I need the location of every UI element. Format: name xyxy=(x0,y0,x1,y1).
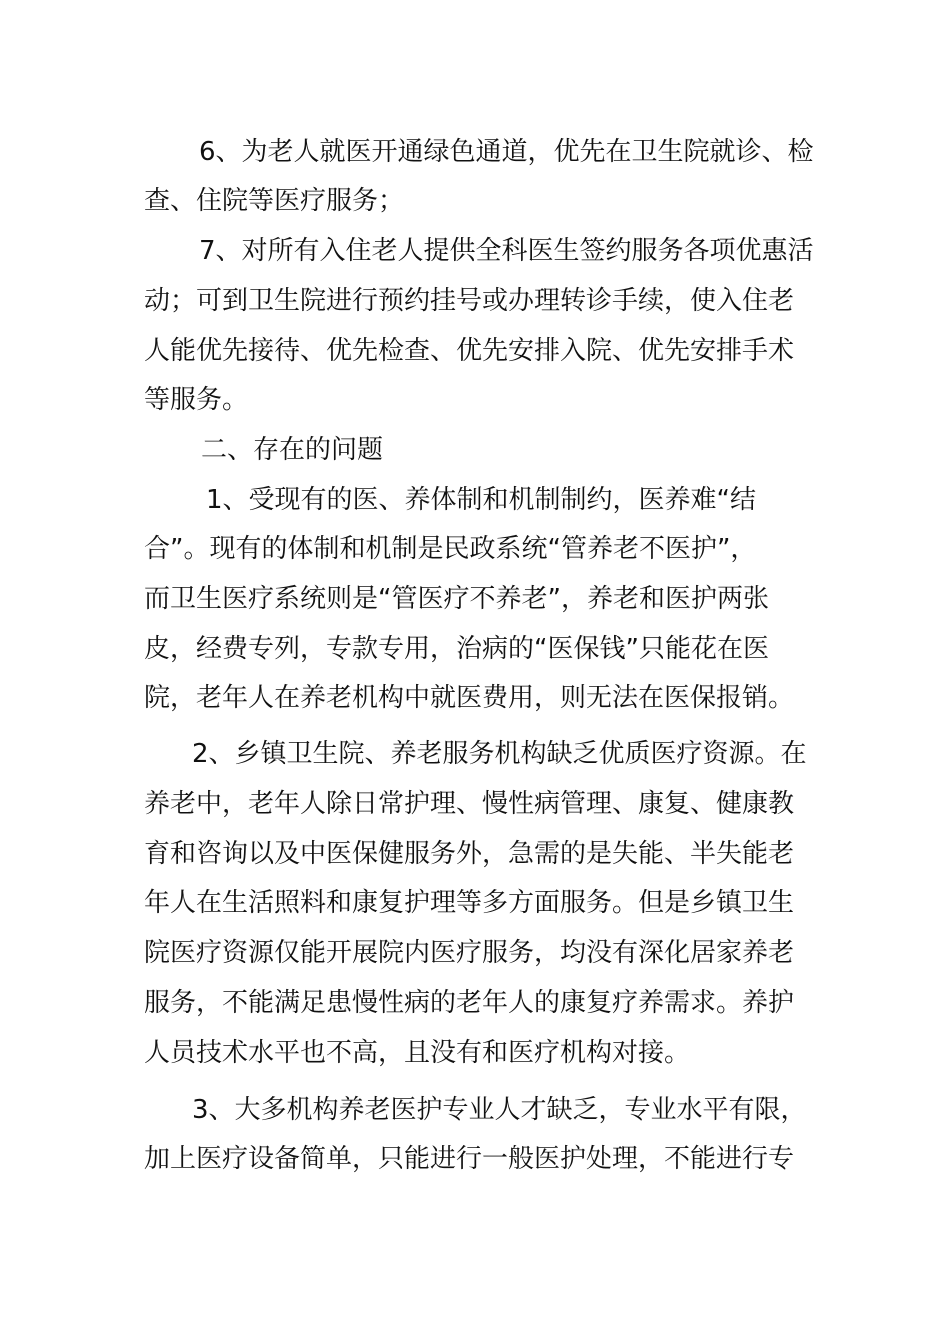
text-line: 育和咨询以及中医保健服务外，急需的是失能、半失能老 xyxy=(144,839,795,869)
section-heading: 二、存在的问题 xyxy=(201,435,384,465)
text-line: 院，老年人在养老机构中就医费用，则无法在医保报销。 xyxy=(144,683,795,713)
text-line: 人员技术水平也不高，且没有和医疗机构对接。 xyxy=(144,1038,691,1068)
text-line: 人能优先接待、优先检查、优先安排入院、优先安排手术 xyxy=(144,336,795,366)
text-line: 7、对所有入住老人提供全科医生签约服务各项优惠活 xyxy=(199,236,814,266)
text-line: 等服务。 xyxy=(144,385,249,415)
text-line: 皮，经费专列，专款专用，治病的“医保钱”只能花在医 xyxy=(144,634,769,664)
text-line: 而卫生医疗系统则是“管医疗不养老”，养老和医护两张 xyxy=(144,584,769,614)
text-line: 动；可到卫生院进行预约挂号或办理转诊手续，使入住老 xyxy=(144,286,795,316)
text-line: 加上医疗设备简单，只能进行一般医护处理，不能进行专 xyxy=(144,1144,795,1174)
text-line: 6、为老人就医开通绿色通道，优先在卫生院就诊、检 xyxy=(199,137,814,167)
text-line: 年人在生活照料和康复护理等多方面服务。但是乡镇卫生 xyxy=(144,888,795,918)
text-line: 养老中，老年人除日常护理、慢性病管理、康复、健康教 xyxy=(144,789,795,819)
text-line: 1、受现有的医、养体制和机制制约，医养难“结 xyxy=(206,485,757,515)
text-line: 查、住院等医疗服务； xyxy=(144,186,405,216)
text-line: 合”。现有的体制和机制是民政系统“管养老不医护”， xyxy=(144,534,757,564)
text-line: 2、乡镇卫生院、养老服务机构缺乏优质医疗资源。在 xyxy=(192,739,807,769)
text-line: 服务，不能满足患慢性病的老年人的康复疗养需求。养护 xyxy=(144,988,795,1018)
text-line: 3、大多机构养老医护专业人才缺乏，专业水平有限， xyxy=(192,1095,807,1125)
text-line: 院医疗资源仅能开展院内医疗服务，均没有深化居家养老 xyxy=(144,938,795,968)
